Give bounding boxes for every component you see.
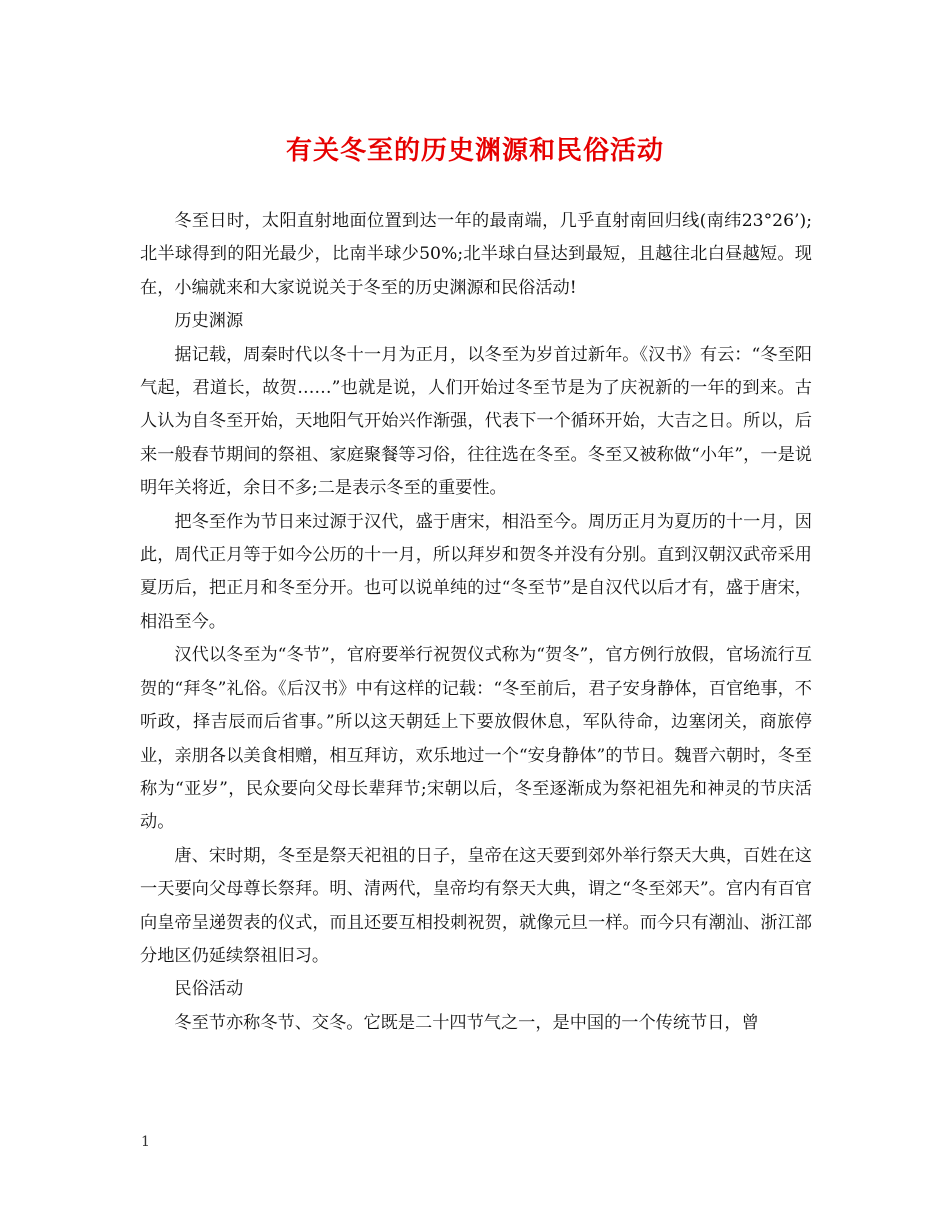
paragraph-customs-1: 冬至节亦称冬节、交冬。它既是二十四节气之一，是中国的一个传统节日，曾 [174, 1012, 759, 1033]
document-body [140, 205, 812, 1040]
paragraph-history-4: 唐、宋时期，冬至是祭天祀祖的日子，皇帝在这天要到郊外举行祭天大典，百姓在这一天要向父母尊长祭拜。明、清两代，皇帝均有祭天大典，谓之“冬至郊天”。宫内有百官向皇帝呈递贺表的仪式，而且还要互相投刺祝贺，就像元旦一样。而今只有潮汕、浙江部分地区仍延续祭祖旧习。 [140, 845, 812, 966]
paragraph-history-2: 把冬至作为节日来过源于汉代，盛于唐宋，相沿至今。周历正月为夏历的十一月，因此，周代正月等于如今公历的十一月，所以拜岁和贺冬并没有分别。直到汉朝汉武帝采用夏历后，把正月和冬至分开。也可以说单纯的过“冬至节”是自汉代以后才有，盛于唐宋，相沿至今。 [140, 511, 812, 632]
page-number: 1 [141, 1134, 150, 1150]
section-heading-history: 历史渊源 [174, 311, 244, 332]
section-heading-customs: 民俗活动 [174, 979, 244, 1000]
document-title: 有关冬至的历史渊源和民俗活动 [285, 136, 664, 166]
paragraph-intro: 冬至日时，太阳直射地面位置到达一年的最南端，几乎直射南回归线(南纬23°26’);北半球得到的阳光最少，比南半球少50%;北半球白昼达到最短，且越往北白昼越短。现在，小编就来和大家说说关于冬至的历史渊源和民俗活动! [140, 211, 812, 298]
paragraph-history-3: 汉代以冬至为“冬节”，官府要举行祝贺仪式称为“贺冬”，官方例行放假，官场流行互贺的“拜冬”礼俗。《后汉书》中有这样的记载：“冬至前后，君子安身静体，百官绝事，不听政，择吉辰而后省事。”所以这天朝廷上下要放假休息，军队待命，边塞闭关，商旅停业，亲朋各以美食相赠，相互拜访，欢乐地过一个“安身静体”的节日。魏晋六朝时，冬至称为“亚岁”，民众要向父母长辈拜节;宋朝以后，冬至逐渐成为祭祀祖先和神灵的节庆活动。 [140, 645, 812, 833]
paragraph-history-1: 据记载，周秦时代以冬十一月为正月，以冬至为岁首过新年。《汉书》有云：“冬至阳气起，君道长，故贺……”也就是说，人们开始过冬至节是为了庆祝新的一年的到来。古人认为自冬至开始，天地阳气开始兴作渐强，代表下一个循环开始，大吉之日。所以，后来一般春节期间的祭祖、家庭聚餐等习俗，往往选在冬至。冬至又被称做“小年”，一是说明年关将近，余日不多;二是表示冬至的重要性。 [140, 344, 812, 499]
